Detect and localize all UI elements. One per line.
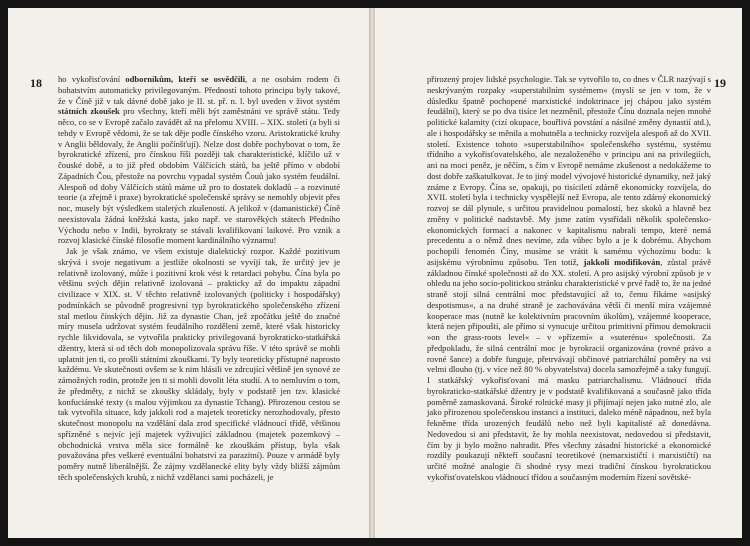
right-page-text bbox=[427, 74, 711, 483]
left-p1-text-c: , a ne osobám rodem či bohatstvím automaticky privilegovaným. Předností tohoto principu byly takové, že v Číně již v tak dávné době jako je II. st. př. n. l. byl uveden v život systém bbox=[58, 74, 340, 106]
left-p1-bold-zkousky: státních zkoušek bbox=[58, 106, 120, 117]
left-p1-text-a: ho vykořisťování bbox=[58, 74, 126, 84]
left-paragraph-1 bbox=[58, 74, 340, 246]
right-p1-text-c: , zůstal právě základnou čínské společnosti až do XX. století. A pro asijský výrobní způsob je v ohledu na jeho socio-politickou stránku charakteristické v prvé řadě to, že na jedné straně stojí silná centrální moc představující až to, čemu říkáme »asijský despotismus«, a na druhé straně je zachovávána větší či menší míra vzájemné kooperace mas (nutně ke kolektivním pracovním úkolům), vzájemné kooperace, která nejen připouští, ale přímo si vynucuje určitou primitivní přímou demokracii »on the grass-roots level« – v »přízemí« a »suterénu« společnosti. Za předpokladu, že silná centrální moc je byrokracií organizována (rovné právo a rovné šance) a dobře funguje, přetrvávají občinové patriarchální poměry na vsi velmi dlouho (tj. v více než 80 % obyvatelstva) docela samozřejmě a taky fungují. I statkářský vykořisťovaní má masku patriarchalismu. Vládnoucí třída byrokraticko-statkářské džentry je v podstatě kvalifikovaná a současně jako třída poměrně zamaskovaná. Široké rolnické masy ji přijímají nejen jako nutné zlo, ale jako přirozenou společenskou instanci a instituci, daleko méně nápadnou, než byla řekněme třída urozených feudálů nebo než byli kapitalisté až donedávna. Nedovedou si ani představit, že by mohla neexistovat, nedovedou si představit, čím by ji bylo možno nahradit. Přes všechny zásadní historické a ekonomické rozdíly poukazují někteří současní teoretikové (nemarxističtí i marxističtí) na určité možné analogie či shodné rysy mezi tradiční čínskou byrokratickou vykořisťovatelskou vládnoucí třídou a současným moderním řízení sovětské- bbox=[427, 256, 711, 482]
left-p1-bold-odbornikum: odborníkům, kteří se osvědčili bbox=[125, 74, 245, 84]
left-page bbox=[8, 8, 370, 538]
left-page-text bbox=[58, 74, 340, 483]
left-paragraph-2: Jak je však známo, ve všem existuje dialektický rozpor. Každé pozitivum skrývá i svoje negativum a jestliže okolnosti se vyvíjí tak, že určitý jev je relativně izolovaný, může i pozitivní krok vést k retardaci pohybu. Čína byla po většinu svých dějin relativně izolovaná – prakticky až do impaktu západní civilizace v XIX. st. V těchto relativně izolovaných (politicky i hospodářsky) podmínkách se původně progresivní typ byrokratického společenského zřízení stal metlou čínských dějin. Již za dynastie Chan, jež zpočátku ještě do značné míry musela udržovat systém feudálního rozdělení země, které však historicky rychle likvidovala, se vytvořila prakticky privilegovaná byrokraticko-statkářská džentry, která si od těch dob monopolizovala správu říše. V této správě se mohli uplatnit jen ti, co prošli státními zkouškami. Ty byly teoreticky přístupné naprosto každému. Ve skutečnosti ovšem se k nim hlásili ve zdrcující většině jen synové ze zámožných rodin, protože jen ti si mohli dovolit léta studií. A to nemluvím o tom, že předměty, z nichž se zkoušky skládaly, byly v podstatě jen tzv. klasické konfuciánské texty (s malou výjimkou za dynastie Tchang). Přirozenou cestou se tak vytvořila situace, kdy jakkoli rod a majetek teoreticky nerozhodovaly, přesto skutečnost monopolu na vzdělání dala zrod specifické vládnoucí třídě, většinou spřízněné s nejvíc její majetek vyživující základnou (majetek pozemkový – obchodnická vrstva měla sice formálně ke zkouškám přístup, byla však považována přes veškeré eventuální bohatství za parazitní). Pouze v armádě byly poměry nutně liberálnější. Že zájmy vzdělanecké elity byly vždy bližší zájmům těch společenských kruhů, z nichž vzdělanci sami pocházeli, je bbox=[58, 246, 340, 482]
right-p1-text-a: přirozený projev lidské psychologie. Tak se vytvořilo to, co dnes v ČLR nazývají s neskrývaným rozpaky »superstabilním systémem« (myslí se jen v tom, že v důsledku špatně pochopené marxistické indoktrinace jej chápou jako systém feudální), který se po dva tisíce let nezměnil, přestože Čínu doznala nejen mnohé politické kalamity (cizí okupace, bouřlivá povstání a násilné změny dynastií atd.), ale i hospodářsky se měnila a mohutněla a technicky rozvíjela alespoň až do XVII. století. Existence tohoto »superstabilního« společenského systému, systému třídního a vykořisťovatelského, ale nezaloženého v principu ani na privilegiích, ani na moci peněz, je něčím, s čím v Evropě nemáme zkušenost a nedokážeme to dost dobře zaškatulkovat. Je to jiný model vývojové historické dynamiky, než jaký známe z Evropy. Čína se, opakuji, po tisíciletí zdárně ekonomicky rozvíjela, do XVII. století byla i technicky vyspělejší než Evropa, ale tento zdárný ekonomický rozvoj se dál plynule, s určitou pravidelnou pomalostí, bez skoků a hlavně bez změny v politické nadstavbě. My jsme zatím vystřídali několik společensko-ekonomických formací a nakonec v kapitalismu nabrali tempo, které nemá precedentu a o němž dnes nevíme, zda vůbec bylo a je k dobrému. Abychom pochopili fenomén Číny, musíme se vrátit k samému výchozímu bodu: k asijskému výrobnímu způsobu. Ten totiž, bbox=[427, 74, 711, 267]
right-page bbox=[374, 8, 742, 538]
left-page-number: 18 bbox=[30, 76, 42, 90]
right-p1-bold-modifikovan: jakkoli modifikován bbox=[583, 256, 661, 267]
right-paragraph-1 bbox=[427, 74, 711, 483]
right-page-number: 19 bbox=[714, 76, 726, 90]
left-p1-text-e: pro všechny, kteří měli být zaměstnáni ve správě státu. Tedy něco, co se v Evropě začalo zavádět až na přelomu XVIII. – XIX. století (a byli si tehdy v Evropě vědomi, že se tak děje podle čínského vzoru. Aristokratické kruhy v Anglii běldovaly, že Anglii počínšťují). Nelze dost dobře pochybovat o tom, že byrokratické zřízení, pro čínskou říši později tak charakteristické, klíčilo už v čouské době, a to již před obdobím Válčících států, ba ještě přímo v období Západních Čou, přestože na povrchu vypadal systém Čouů jako systém feudální. Alespoň od doby Válčících států máme už pro to dostatek dokladů – a rozvinuté teorie (a zřejmě i praxe) byrokratické společenské správy se nemohly objevit přes noc, musely být výsledkem staletých zkušeností. A jelikož v (damanistické) Číně neexistovala žádná kněžská kasta, jako např. ve starověkých státech Předního Východu nebo v Indii, byrokraty se stávali kvalifikovaní laikové. Pro vznik a rozvoj klasické čínské filosofie moment kardinálního významu! bbox=[58, 106, 340, 246]
